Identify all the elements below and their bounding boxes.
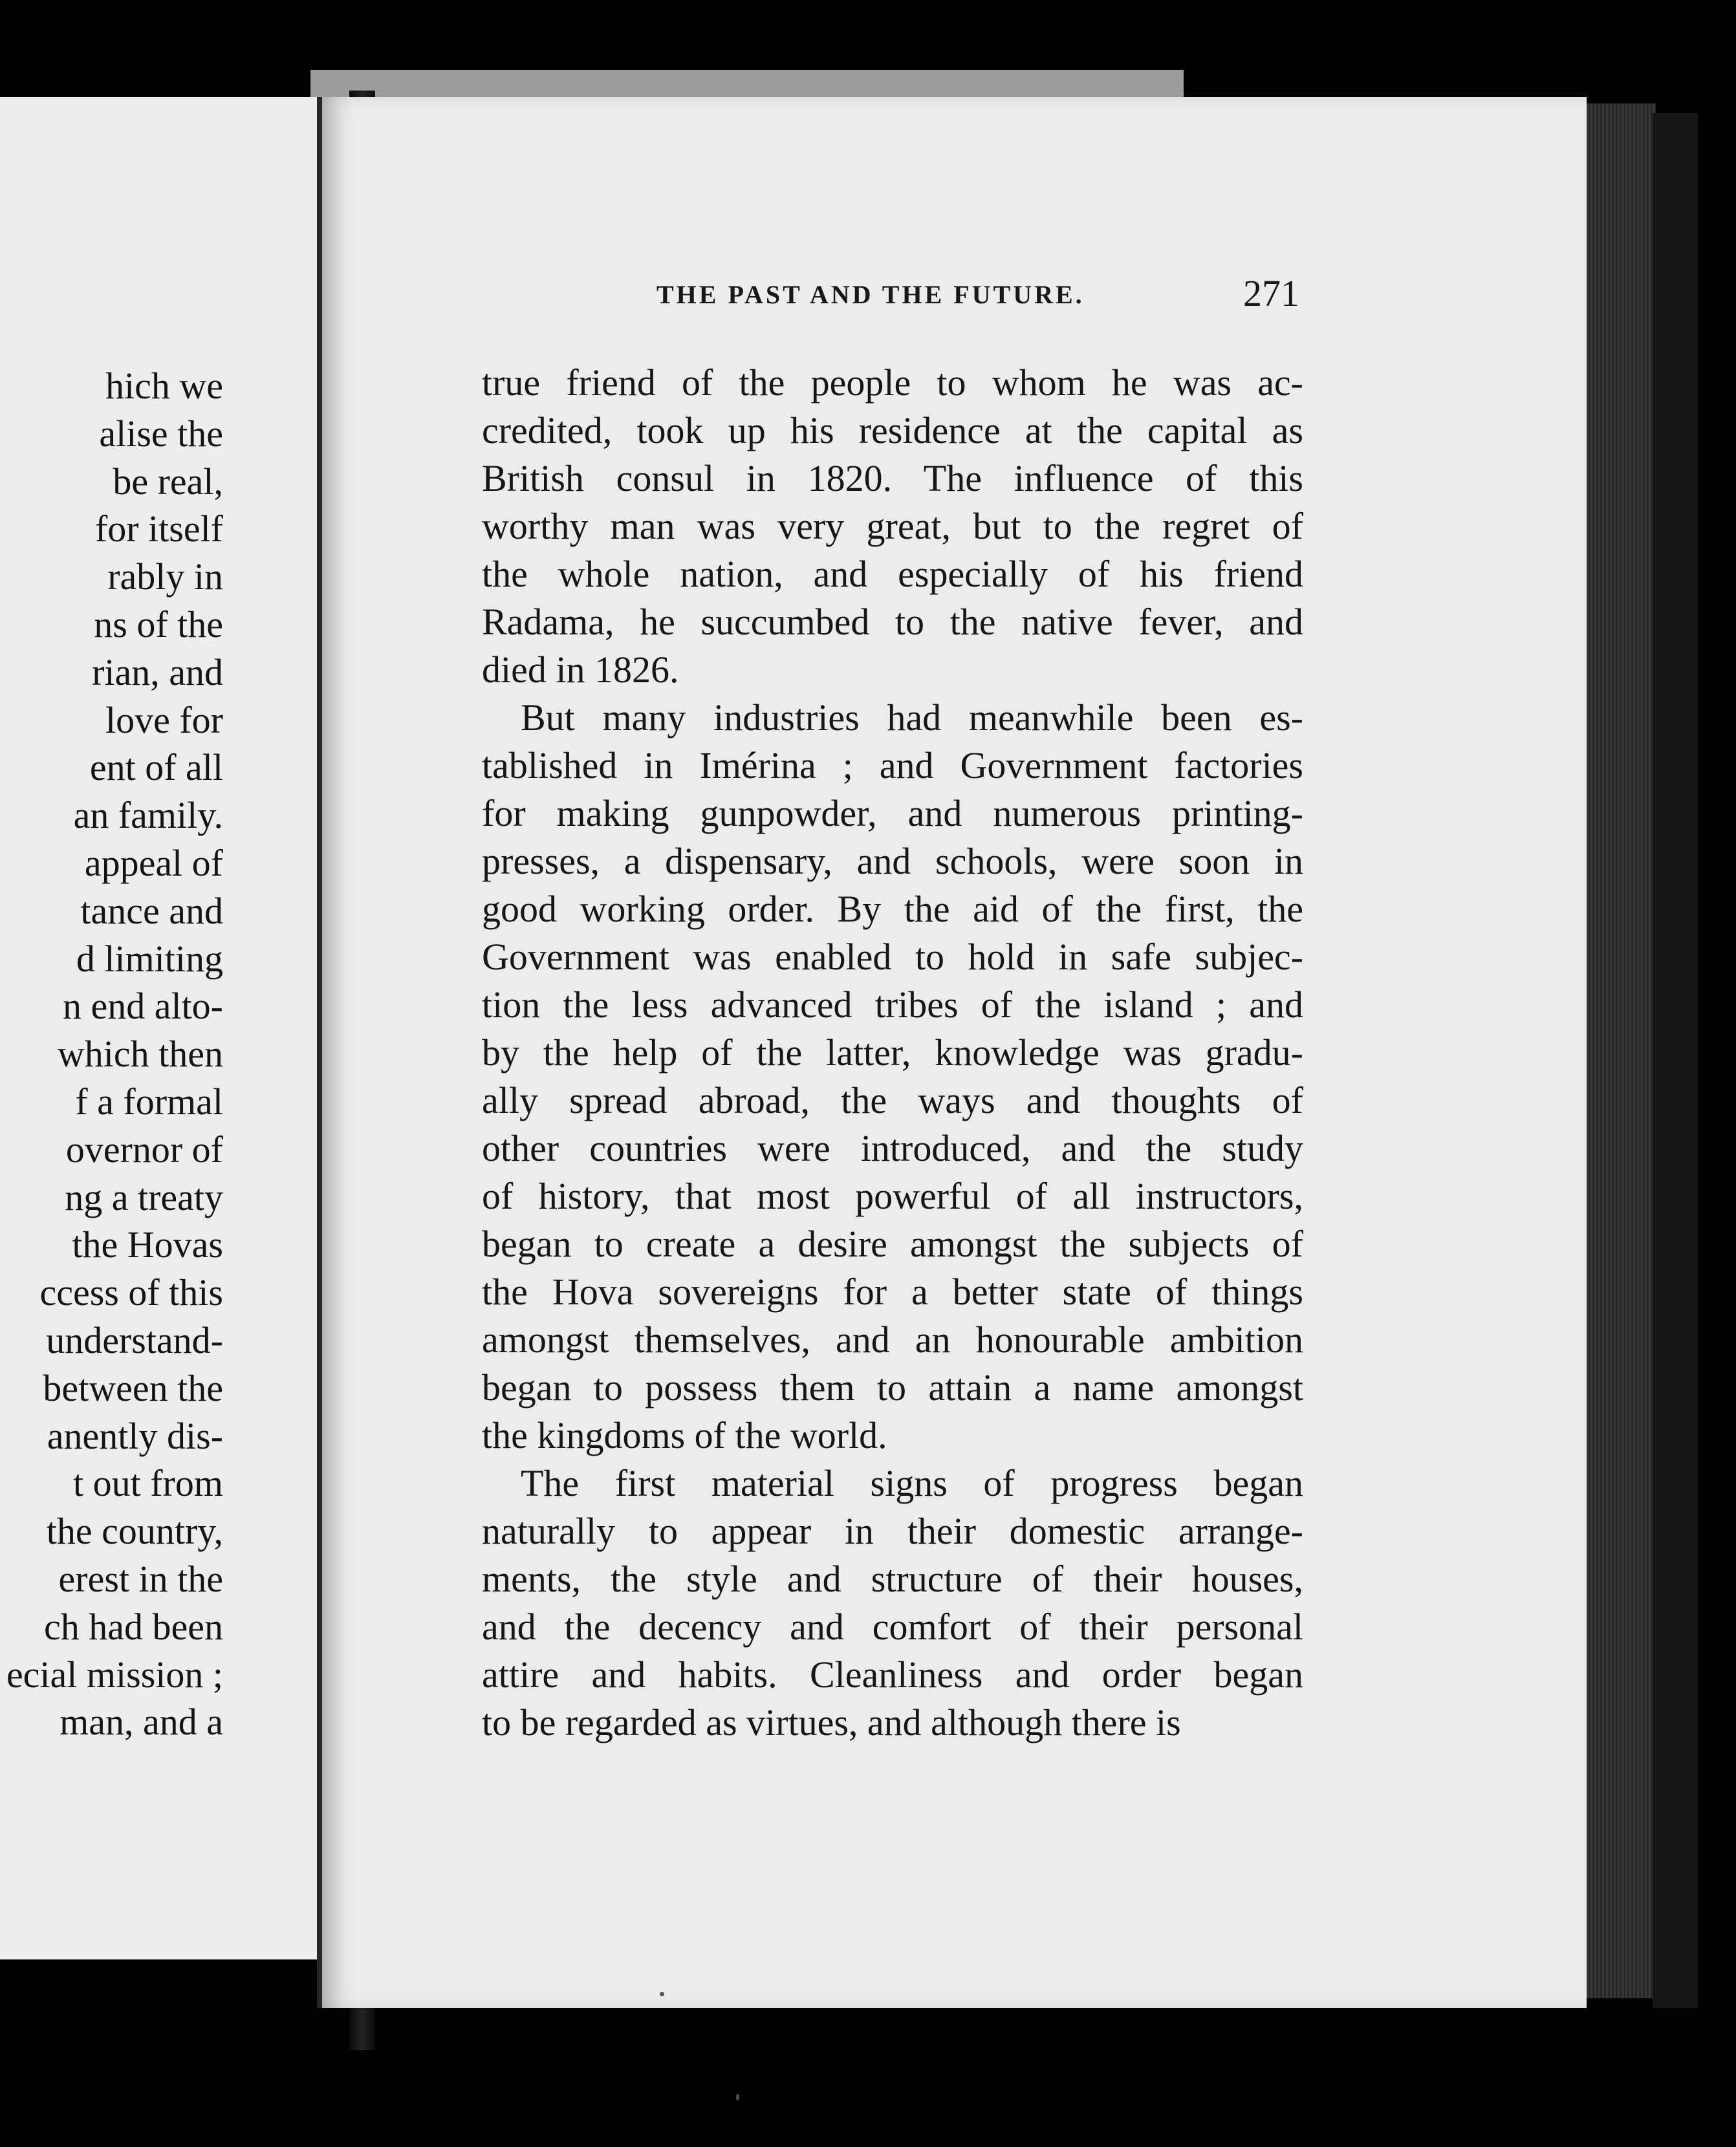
left-page-line: alise the — [99, 412, 223, 455]
page-number: 271 — [1243, 272, 1299, 314]
left-page-line: the country, — [46, 1510, 223, 1553]
left-page-line: ch had been — [44, 1605, 223, 1648]
left-page-line: ent of all — [89, 746, 223, 789]
text-line: naturally to appear in their domestic arrange- — [482, 1510, 1303, 1552]
text-line: ally spread abroad, the ways and thoughts of — [482, 1079, 1303, 1121]
paragraph — [482, 359, 1303, 694]
body-text — [482, 359, 1303, 1747]
text-line: Radama, he succumbed to the native fever, and — [482, 601, 1303, 643]
left-page-line: ns of the — [94, 603, 223, 645]
text-line: good working order. By the aid of the first, the — [482, 888, 1303, 930]
text-line: began to possess them to attain a name amongst — [482, 1366, 1303, 1408]
left-page-line: love for — [105, 698, 223, 741]
left-page-line: tance and — [80, 889, 223, 932]
left-page-line: ccess of this — [39, 1271, 223, 1314]
text-line: But many industries had meanwhile been es- — [521, 696, 1303, 739]
left-page-line: ng a treaty — [65, 1176, 223, 1218]
left-page-line: rably in — [107, 556, 223, 598]
text-line: the Hova sovereigns for a better state of things — [482, 1271, 1303, 1313]
left-page-line: an family. — [73, 794, 223, 837]
paragraph — [482, 1460, 1303, 1747]
left-page-text — [0, 362, 223, 1746]
text-line: presses, a dispensary, and schools, were soon in — [482, 840, 1303, 882]
ink-speck — [660, 1992, 664, 1996]
left-page-line: between the — [43, 1366, 223, 1409]
left-page-line: erest in the — [58, 1557, 223, 1600]
text-line: began to create a desire amongst the subjects of — [482, 1223, 1303, 1265]
left-page-line: for itself — [94, 508, 223, 550]
text-line: for making gunpowder, and numerous printing- — [482, 792, 1303, 834]
running-head: THE PAST AND THE FUTURE. — [656, 280, 1085, 309]
left-page-line: t out from — [73, 1462, 223, 1505]
paragraph — [482, 694, 1303, 1460]
text-line: and the decency and comfort of their personal — [482, 1606, 1303, 1648]
left-page-line: appeal of — [84, 841, 223, 884]
text-line: of history, that most powerful of all instructors, — [482, 1175, 1303, 1217]
text-line: worthy man was very great, but to the regret of — [482, 505, 1303, 547]
text-line: Government was enabled to hold in safe subjec- — [482, 936, 1303, 978]
text-line: credited, took up his residence at the capital as — [482, 409, 1303, 451]
text-line: British consul in 1820. The influence of this — [482, 457, 1303, 499]
text-line: other countries were introduced, and the study — [482, 1127, 1303, 1169]
ink-speck — [736, 2094, 739, 2100]
left-page-line: rian, and — [92, 651, 223, 693]
text-line: the kingdoms of the world. — [482, 1414, 887, 1456]
text-line: by the help of the latter, knowledge was gradu- — [482, 1031, 1303, 1074]
left-page — [0, 97, 353, 1959]
left-page-line: the Hovas — [72, 1224, 223, 1266]
left-page-line: ecial mission ; — [6, 1653, 223, 1696]
page-edges — [1578, 103, 1656, 1998]
text-line: attire and habits. Cleanliness and order began — [482, 1654, 1303, 1696]
left-page-line: d limiting — [76, 937, 223, 980]
text-line: the whole nation, and especially of his friend — [482, 553, 1303, 595]
left-page-line: hich we — [105, 365, 223, 407]
top-paper-strip — [310, 70, 1184, 100]
cover-edge — [1653, 113, 1698, 2008]
text-line: The first material signs of progress began — [521, 1462, 1303, 1504]
text-line: tion the less advanced tribes of the island ; and — [482, 984, 1303, 1026]
text-line: tablished in Imérina ; and Government factories — [482, 744, 1303, 786]
text-line: ments, the style and structure of their houses, — [482, 1558, 1303, 1600]
left-page-line: f a formal — [75, 1080, 223, 1123]
left-page-line: understand- — [46, 1319, 223, 1361]
text-line: amongst themselves, and an honourable ambition — [482, 1319, 1303, 1361]
text-line: true friend of the people to whom he was ac- — [482, 361, 1303, 404]
left-page-line: overnor of — [65, 1128, 223, 1171]
left-page-line: anently dis- — [47, 1414, 223, 1457]
left-page-line: man, and a — [60, 1701, 223, 1743]
left-page-line: n end alto- — [62, 985, 223, 1028]
text-line: to be regarded as virtues, and although there is — [482, 1701, 1181, 1743]
text-line: died in 1826. — [482, 649, 679, 691]
left-page-line: be real, — [113, 460, 223, 502]
left-page-line: which then — [57, 1033, 223, 1075]
